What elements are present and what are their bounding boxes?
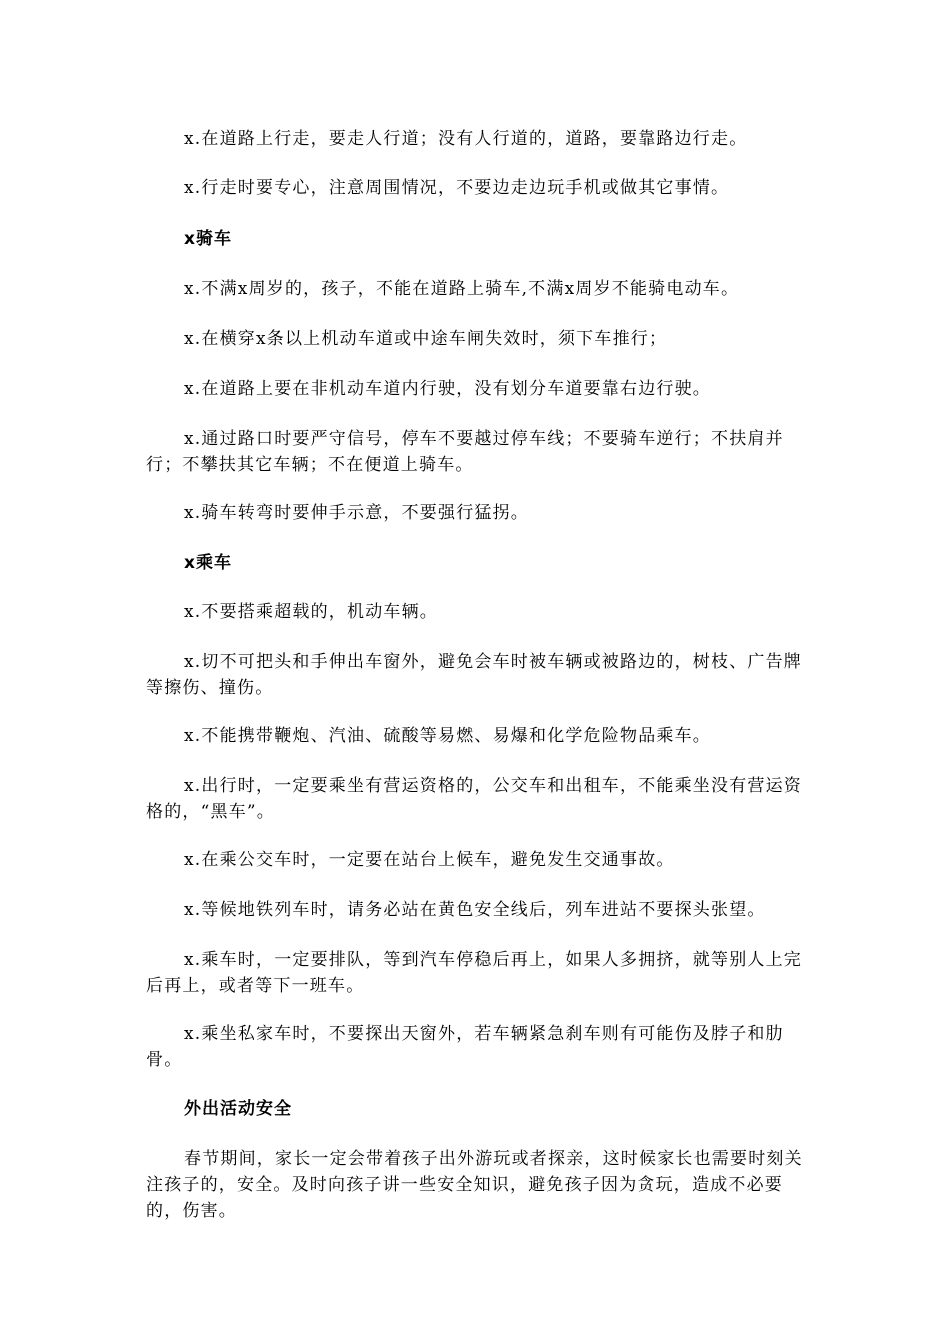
riding-item-6: x.等候地铁列车时，请务必站在黄色安全线后，列车进站不要探头张望。 [184, 900, 766, 920]
walking-item-2: x.行走时要专心，注意周围情况，不要边走边玩手机或做其它事情。 [184, 178, 730, 198]
riding-item-5: x.在乘公交车时，一定要在站台上候车，避免发生交通事故。 [184, 850, 675, 870]
riding-heading: x乘车 [184, 553, 232, 573]
cycling-heading: x骑车 [184, 229, 232, 249]
riding-item-2: x.切不可把头和手伸出车窗外，避免会车时被车辆或被路边的，树枝、广告牌等擦伤、撞伤。 [146, 652, 802, 698]
walking-item-1: x.在道路上行走，要走人行道；没有人行道的，道路，要靠路边行走。 [184, 129, 748, 149]
cycling-item-2: x.在横穿x条以上机动车道或中途车闸失效时，须下车推行； [184, 329, 668, 349]
outing-body: 春节期间，家长一定会带着孩子出外游玩或者探亲，这时候家长也需要时刻关注孩子的，安全。及时向孩子讲一些安全知识，避免孩子因为贪玩，造成不必要的，伤害。 [146, 1149, 803, 1221]
riding-item-3: x.不能携带鞭炮、汽油、硫酸等易燃、易爆和化学危险物品乘车。 [184, 726, 711, 746]
riding-item-8: x.乘坐私家车时，不要探出天窗外，若车辆紧急刹车则有可能伤及脖子和肋骨。 [146, 1024, 784, 1070]
riding-item-4: x.出行时，一定要乘坐有营运资格的，公交车和出租车，不能乘坐没有营运资格的，“黑车”。 [146, 776, 802, 822]
cycling-item-1: x.不满x周岁的，孩子，不能在道路上骑车,不满x周岁不能骑电动车。 [184, 279, 740, 299]
outing-heading: 外出活动安全 [184, 1099, 292, 1119]
cycling-item-5: x.骑车转弯时要伸手示意，不要强行猛拐。 [184, 503, 529, 523]
riding-item-7: x.乘车时，一定要排队，等到汽车停稳后再上，如果人多拥挤，就等别人上完后再上，或者等下一班车。 [146, 950, 802, 996]
cycling-item-4: x.通过路口时要严守信号，停车不要越过停车线；不要骑车逆行；不扶肩并行；不攀扶其它车辆；不在便道上骑车。 [146, 429, 784, 475]
riding-item-1: x.不要搭乘超载的，机动车辆。 [184, 602, 438, 622]
cycling-item-3: x.在道路上要在非机动车道内行驶，没有划分车道要靠右边行驶。 [184, 379, 711, 399]
